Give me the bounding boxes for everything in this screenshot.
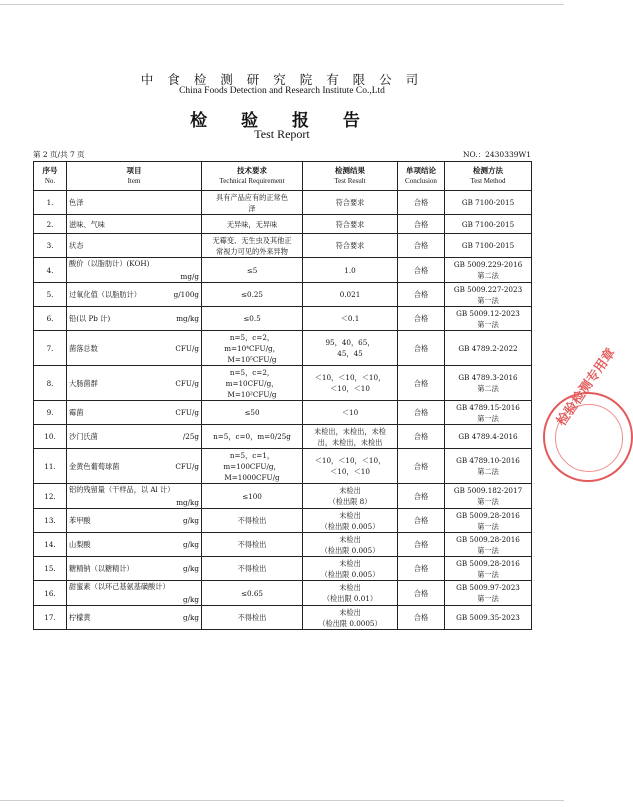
cell-requirement <box>202 606 303 630</box>
result-line: 出，未检出，未检出 <box>317 437 383 447</box>
item-unit: g/kg <box>183 595 199 604</box>
seal-text: 检验检测专用章 <box>554 345 619 429</box>
result-line: ＜0.1 <box>340 314 360 323</box>
cell-conclusion <box>398 484 445 509</box>
cell-requirement <box>202 258 303 283</box>
item-name: 滋味、气味 <box>69 219 105 229</box>
item-name: 糖精钠（以糖精计） <box>69 564 134 573</box>
header-item: 项目 Item <box>67 162 202 191</box>
table-row <box>34 307 532 331</box>
conclusion-text: 合格 <box>413 241 429 250</box>
item-name: 铝的残留量（干样品，以 Al 计） <box>69 485 175 494</box>
row-number: 3. <box>46 241 54 250</box>
result-line: 未检出 <box>339 534 361 544</box>
cell-result <box>303 307 398 331</box>
cell-requirement <box>202 557 303 581</box>
requirement-line: 无霉变、无生虫及其他正 <box>212 235 292 245</box>
table-row <box>34 606 532 630</box>
method-line: GB 4789.2-2022 <box>458 343 518 353</box>
result-line: （检出限 0.005） <box>320 521 380 531</box>
requirement-line: 不得检出 <box>237 564 267 573</box>
row-number: 7. <box>46 343 54 353</box>
cell-conclusion <box>398 557 445 581</box>
method-line: GB 4789.3-2016 <box>458 373 518 382</box>
table-row <box>34 331 532 366</box>
method-line: GB 5009.28-2016 <box>456 558 520 568</box>
cell-item <box>67 258 202 283</box>
cell-item <box>67 401 202 425</box>
method-line: 第一法 <box>477 545 499 555</box>
cell-method <box>445 484 532 509</box>
report-title-cn: 检 验 报 告 <box>190 111 374 131</box>
result-line: 95，40，65， <box>325 338 375 347</box>
conclusion-text: 合格 <box>413 290 429 299</box>
method-line: GB 7100-2015 <box>461 219 515 229</box>
cell-item <box>67 449 202 484</box>
result-line: 未检出 <box>339 583 361 592</box>
cell-result <box>303 581 398 606</box>
method-line: GB 4789.4-2016 <box>458 432 518 441</box>
method-line: 第一法 <box>477 594 499 603</box>
result-line: 未检出，未检出，未检 <box>314 426 386 436</box>
row-number: 6. <box>46 314 54 323</box>
cell-result <box>303 606 398 630</box>
result-line: （检出限 0.01） <box>322 594 378 603</box>
conclusion-text: 合格 <box>413 408 429 417</box>
header-seq: 序号 No. <box>34 162 67 191</box>
result-line: 未检出 <box>339 486 361 495</box>
cell-result <box>303 215 398 234</box>
conclusion-text: 合格 <box>413 432 429 441</box>
result-line: 符合要求 <box>335 219 365 229</box>
item-name: 柠檬黄 <box>69 613 91 622</box>
table-row <box>34 557 532 581</box>
conclusion-text: 合格 <box>413 564 429 573</box>
cell-requirement <box>202 331 303 366</box>
conclusion-text: 合格 <box>413 314 429 323</box>
conclusion-text: 合格 <box>413 516 429 525</box>
method-line: GB 4789.15-2016 <box>456 402 520 412</box>
item-name: 铅(以 Pb 计) <box>69 314 111 323</box>
cell-item <box>67 533 202 557</box>
cell-requirement <box>202 215 303 234</box>
requirement-line: n=5，c=1， <box>229 450 275 460</box>
cell-conclusion <box>398 401 445 425</box>
cell-conclusion <box>398 331 445 366</box>
requirement-line: M=10²CFU/g <box>227 389 277 399</box>
requirement-line: 不得检出 <box>237 613 267 622</box>
cell-method <box>445 366 532 401</box>
cell-item <box>67 307 202 331</box>
cell-conclusion <box>398 307 445 331</box>
method-line: GB 5009.28-2016 <box>456 534 520 544</box>
cell-item <box>67 234 202 258</box>
requirement-line: n=5，c=0，m=0/25g <box>213 432 291 441</box>
cell-item <box>67 509 202 533</box>
result-line: ＜10，＜10，＜10， <box>314 456 386 465</box>
cell-item <box>67 557 202 581</box>
cell-result <box>303 234 398 258</box>
cell-result <box>303 331 398 366</box>
cell-no <box>34 533 67 557</box>
cell-no <box>34 509 67 533</box>
top-divider <box>0 4 564 5</box>
item-unit: mg/kg <box>176 314 199 323</box>
cell-conclusion <box>398 581 445 606</box>
item-unit: g/kg <box>183 613 199 622</box>
cell-conclusion <box>398 449 445 484</box>
table-row <box>34 581 532 606</box>
requirement-line: 常视力可见的外来异物 <box>216 246 288 256</box>
cell-requirement <box>202 366 303 401</box>
table-row <box>34 509 532 533</box>
cell-result <box>303 283 398 307</box>
cell-item <box>67 366 202 401</box>
cell-no <box>34 191 67 215</box>
cell-requirement <box>202 307 303 331</box>
table-row <box>34 215 532 234</box>
table-row <box>34 283 532 307</box>
cell-no <box>34 449 67 484</box>
table-row <box>34 366 532 401</box>
cell-result <box>303 557 398 581</box>
item-name: 大肠菌群 <box>69 378 98 388</box>
row-number: 17. <box>44 613 56 622</box>
item-name: 状态 <box>69 241 84 250</box>
cell-method <box>445 234 532 258</box>
requirement-line: ≤0.25 <box>240 290 264 299</box>
row-number: 16. <box>44 588 56 598</box>
item-name: 山梨酸 <box>69 540 91 549</box>
cell-conclusion <box>398 509 445 533</box>
method-line: 第一法 <box>477 319 499 329</box>
requirement-line: 不得检出 <box>237 540 267 549</box>
bottom-divider <box>0 800 564 801</box>
row-number: 10. <box>44 432 56 441</box>
item-unit: g/kg <box>183 540 199 549</box>
result-line: 45，45 <box>337 349 363 358</box>
method-line: GB 7100-2015 <box>461 241 515 250</box>
header-result: 检测结果 Test Result <box>303 162 398 191</box>
result-line: ＜10 <box>341 408 359 417</box>
cell-conclusion <box>398 258 445 283</box>
row-number: 11. <box>44 461 56 471</box>
method-line: 第一法 <box>477 521 499 531</box>
cell-item <box>67 581 202 606</box>
cell-method <box>445 606 532 630</box>
row-number: 5. <box>46 290 54 299</box>
table-row <box>34 425 532 449</box>
cell-no <box>34 557 67 581</box>
cell-result <box>303 533 398 557</box>
org-name-en: China Foods Detection and Research Institute Co.,Ltd <box>179 86 385 96</box>
method-line: 第一法 <box>477 497 499 506</box>
conclusion-text: 合格 <box>413 198 429 207</box>
item-name: 酸价（以脂肪计）(KOH) <box>69 259 150 268</box>
cell-method <box>445 331 532 366</box>
cell-method <box>445 258 532 283</box>
result-line: 未检出 <box>339 607 361 617</box>
method-line: GB 5009.35-2023 <box>456 613 520 622</box>
item-name: 菌落总数 <box>69 343 98 353</box>
cell-requirement <box>202 401 303 425</box>
header-method: 检测方法 Test Method <box>445 162 532 191</box>
row-number: 9. <box>46 408 54 417</box>
cell-requirement <box>202 581 303 606</box>
method-line: 第一法 <box>477 295 499 305</box>
item-unit: mg/kg <box>176 498 199 507</box>
table-row <box>34 449 532 484</box>
cell-requirement <box>202 509 303 533</box>
method-line: GB 7100-2015 <box>461 198 515 207</box>
cell-method <box>445 533 532 557</box>
conclusion-text: 合格 <box>413 540 429 549</box>
method-line: 第一法 <box>477 413 499 423</box>
cell-requirement <box>202 449 303 484</box>
cell-method <box>445 307 532 331</box>
cell-requirement <box>202 283 303 307</box>
cell-requirement <box>202 234 303 258</box>
result-line: ＜10，＜10 <box>330 467 370 476</box>
cell-method <box>445 581 532 606</box>
cell-item <box>67 191 202 215</box>
cell-no <box>34 283 67 307</box>
result-line: （检出限 0.005） <box>320 545 380 555</box>
method-line: GB 5009.182-2017 <box>453 486 523 495</box>
method-line: GB 5009.12-2023 <box>456 308 520 318</box>
result-line: 符合要求 <box>335 198 365 207</box>
row-number: 15. <box>44 564 56 573</box>
requirement-line: 无异味，无异味 <box>226 219 278 229</box>
cell-requirement <box>202 191 303 215</box>
conclusion-text: 合格 <box>413 219 429 229</box>
result-line: （检出限 0.0005） <box>318 618 382 628</box>
result-line: 0.021 <box>339 290 361 299</box>
cell-method <box>445 557 532 581</box>
item-name: 色泽 <box>69 198 84 207</box>
cell-result <box>303 425 398 449</box>
cell-method <box>445 449 532 484</box>
method-line: 第二法 <box>477 384 499 393</box>
conclusion-text: 合格 <box>413 588 429 598</box>
requirement-line: ≤50 <box>244 408 260 417</box>
result-line: 未检出 <box>339 510 361 520</box>
cell-no <box>34 606 67 630</box>
method-line: GB 5009.28-2016 <box>456 510 520 520</box>
cell-item <box>67 606 202 630</box>
cell-conclusion <box>398 283 445 307</box>
cell-result <box>303 191 398 215</box>
requirement-line: m=10⁴CFU/g， <box>224 343 280 353</box>
cell-item <box>67 283 202 307</box>
requirement-line: ≤5 <box>246 265 258 275</box>
row-number: 12. <box>44 491 56 501</box>
conclusion-text: 合格 <box>413 343 429 353</box>
requirement-line: n=5，c=2， <box>229 367 275 377</box>
item-unit: g/kg <box>183 516 199 525</box>
table-row <box>34 258 532 283</box>
cell-method <box>445 191 532 215</box>
method-line: 第一法 <box>477 569 499 579</box>
row-number: 13. <box>44 516 56 525</box>
conclusion-text: 合格 <box>413 491 429 501</box>
item-name: 苯甲酸 <box>69 516 91 525</box>
cell-no <box>34 331 67 366</box>
cell-no <box>34 366 67 401</box>
cell-no <box>34 258 67 283</box>
cell-method <box>445 509 532 533</box>
method-line: GB 4789.10-2016 <box>456 456 520 465</box>
inspection-seal <box>543 345 633 482</box>
cell-result <box>303 366 398 401</box>
requirement-line: M=10⁵CFU/g <box>227 354 277 364</box>
cell-no <box>34 581 67 606</box>
cell-requirement <box>202 425 303 449</box>
row-number: 8. <box>46 378 54 388</box>
table-header-row <box>34 162 532 191</box>
item-name: 金黄色葡萄球菌 <box>69 461 120 471</box>
cell-method <box>445 215 532 234</box>
requirement-line: 具有产品应有的正常色 <box>216 192 288 202</box>
item-name: 沙门氏菌 <box>69 432 98 441</box>
cell-result <box>303 401 398 425</box>
method-line: GB 5009.227-2023 <box>453 284 523 294</box>
cell-no <box>34 307 67 331</box>
cell-no <box>34 425 67 449</box>
result-line: （检出限 0.005） <box>320 569 380 579</box>
conclusion-text: 合格 <box>413 461 429 471</box>
table-row <box>34 533 532 557</box>
requirement-line: ≤0.5 <box>243 314 261 323</box>
table-row <box>34 401 532 425</box>
table-row <box>34 234 532 258</box>
cell-method <box>445 425 532 449</box>
cell-conclusion <box>398 606 445 630</box>
item-unit: g/100g <box>173 290 199 299</box>
requirement-line: n=5，c=2， <box>229 332 275 342</box>
cell-item <box>67 484 202 509</box>
header-conclusion: 单项结论 Conclusion <box>398 162 445 191</box>
cell-no <box>34 234 67 258</box>
test-results-table <box>33 161 532 630</box>
cell-result <box>303 509 398 533</box>
row-number: 1. <box>46 198 54 207</box>
cell-conclusion <box>398 215 445 234</box>
cell-no <box>34 215 67 234</box>
requirement-line: 泽 <box>248 203 256 213</box>
item-name: 过氧化值（以脂肪计） <box>69 290 141 299</box>
report-number: NO.：2430339W1 <box>462 150 531 159</box>
conclusion-text: 合格 <box>413 613 429 622</box>
result-line: （检出限 8） <box>328 497 372 506</box>
cell-method <box>445 283 532 307</box>
requirement-line: m=10CFU/g， <box>225 378 279 388</box>
cell-result <box>303 449 398 484</box>
item-unit: g/kg <box>183 564 199 573</box>
row-number: 2. <box>46 219 54 229</box>
item-name: 甜蜜素（以环己基氨基磺酸计） <box>69 582 170 591</box>
report-title-en: Test Report <box>254 127 310 141</box>
requirement-line: ≤100 <box>242 491 262 501</box>
cell-conclusion <box>398 366 445 401</box>
cell-result <box>303 484 398 509</box>
cell-item <box>67 215 202 234</box>
cell-conclusion <box>398 234 445 258</box>
header-requirement: 技术要求 Technical Requirement <box>202 162 303 191</box>
org-name-cn: 中 食 检 测 研 究 院 有 限 公 司 <box>140 72 424 87</box>
item-unit: mg/g <box>180 272 199 281</box>
requirement-line: 不得检出 <box>237 516 267 525</box>
cell-item <box>67 331 202 366</box>
method-line: GB 5009.229-2016 <box>453 260 523 269</box>
table-row <box>34 191 532 215</box>
row-number: 14. <box>44 540 56 549</box>
requirement-line: M=1000CFU/g <box>224 472 280 482</box>
cell-conclusion <box>398 533 445 557</box>
cell-no <box>34 401 67 425</box>
cell-no <box>34 484 67 509</box>
method-line: GB 5009.97-2023 <box>456 583 520 592</box>
requirement-line: m=100CFU/g， <box>223 461 281 471</box>
result-line: 1.0 <box>344 265 356 275</box>
method-line: 第二法 <box>477 271 499 280</box>
item-unit: CFU/g <box>175 408 199 417</box>
cell-requirement <box>202 533 303 557</box>
result-line: ＜10，＜10 <box>330 384 370 393</box>
conclusion-text: 合格 <box>413 378 429 388</box>
method-line: 第二法 <box>477 467 499 476</box>
item-unit: CFU/g <box>175 343 199 353</box>
page-number: 第 2 页/共 7 页 <box>33 150 85 159</box>
table-row <box>34 484 532 509</box>
result-line: 符合要求 <box>335 241 365 250</box>
cell-item <box>67 425 202 449</box>
cell-method <box>445 401 532 425</box>
requirement-line: ≤0.65 <box>240 588 264 598</box>
item-unit: CFU/g <box>175 461 199 471</box>
conclusion-text: 合格 <box>413 265 429 275</box>
item-unit: CFU/g <box>175 378 199 388</box>
cell-requirement <box>202 484 303 509</box>
cell-result <box>303 258 398 283</box>
cell-conclusion <box>398 425 445 449</box>
row-number: 4. <box>46 265 54 275</box>
item-unit: /25g <box>182 432 199 441</box>
result-line: 未检出 <box>339 558 361 568</box>
cell-conclusion <box>398 191 445 215</box>
result-line: ＜10，＜10，＜10， <box>314 373 386 382</box>
item-name: 霉菌 <box>69 408 84 417</box>
